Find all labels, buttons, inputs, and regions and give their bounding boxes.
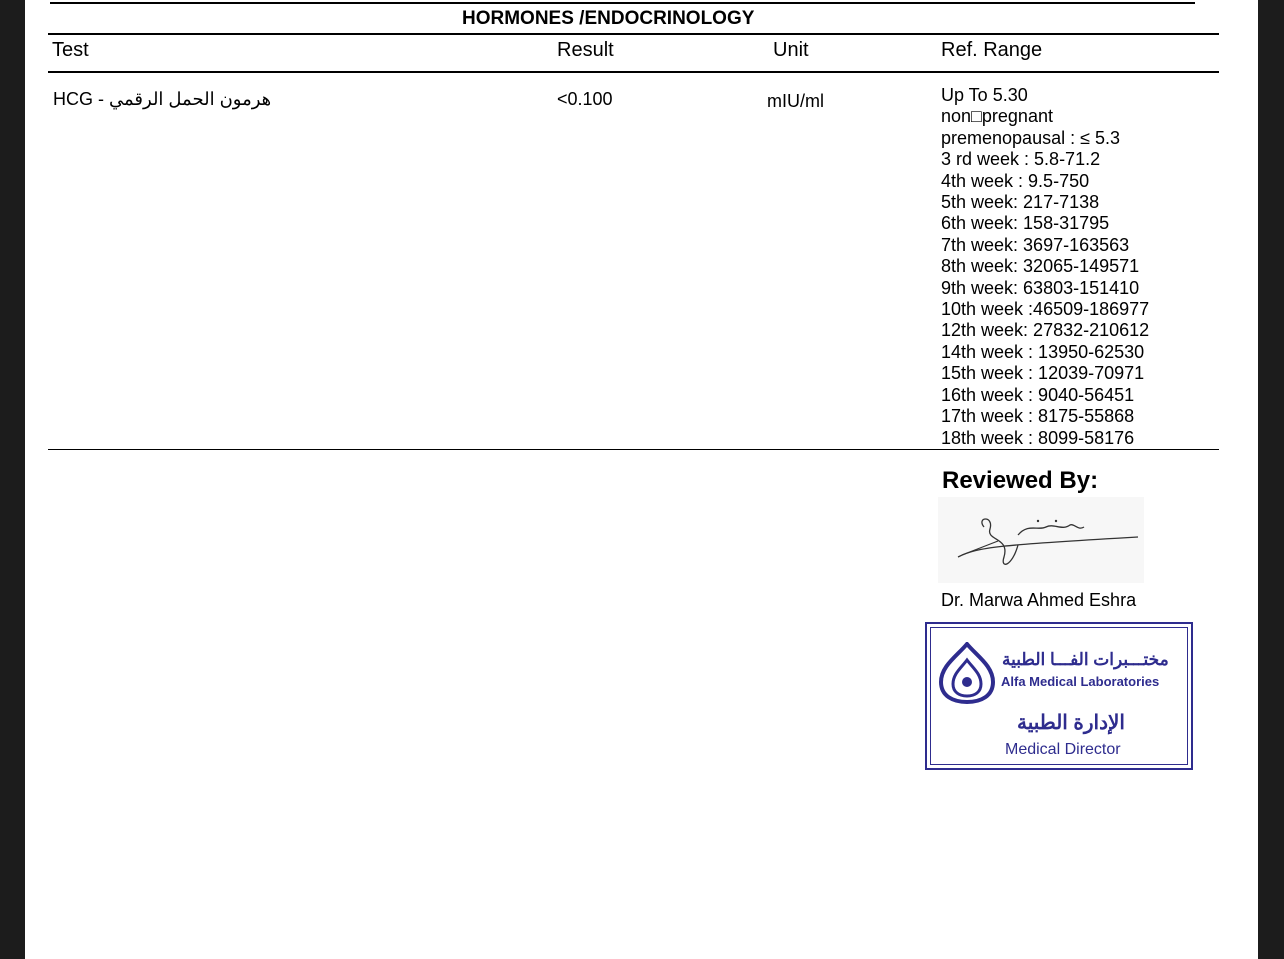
ref-range-line: 18th week : 8099-58176 bbox=[941, 427, 1135, 448]
stamp-lab-name-english: Alfa Medical Laboratories bbox=[1001, 674, 1160, 689]
reviewed-by-label: Reviewed By: bbox=[942, 467, 1099, 494]
table-bottom-rule bbox=[48, 449, 1219, 450]
stamp-lab-name-arabic: مختـــبرات الفـــا الطبية bbox=[1002, 650, 1169, 669]
ref-range-line: non□pregnant bbox=[941, 106, 1053, 127]
ref-range-line: 3 rd week : 5.8-71.2 bbox=[941, 149, 1101, 170]
ref-range-line: 17th week : 8175-55868 bbox=[941, 406, 1135, 427]
ref-range-line: 10th week :46509-186977 bbox=[941, 299, 1150, 320]
signature-image bbox=[938, 497, 1144, 583]
report-page bbox=[25, 0, 1258, 959]
ref-range-line: 4th week : 9.5-750 bbox=[941, 170, 1090, 191]
header-result: Result bbox=[557, 39, 614, 61]
header-test: Test bbox=[52, 39, 89, 61]
header-unit: Unit bbox=[773, 39, 809, 61]
section-title: HORMONES /ENDOCRINOLOGY bbox=[462, 8, 755, 29]
stamp-title-english: Medical Director bbox=[1005, 741, 1121, 758]
test-result: <0.100 bbox=[557, 89, 613, 109]
ref-range-line: 6th week: 158-31795 bbox=[941, 213, 1110, 234]
ref-range-line: 15th week : 12039-70971 bbox=[941, 363, 1145, 384]
test-unit: mIU/ml bbox=[767, 91, 824, 111]
header-top-rule bbox=[48, 33, 1219, 35]
signature-graphic bbox=[938, 497, 1144, 583]
ref-range-line: 5th week: 217-7138 bbox=[941, 192, 1100, 213]
ref-range-line: 7th week: 3697-163563 bbox=[941, 234, 1130, 255]
ref-range-list bbox=[941, 85, 1149, 449]
medical-director-stamp bbox=[925, 622, 1193, 770]
ref-range-line: 8th week: 32065-149571 bbox=[941, 256, 1140, 277]
ref-range-line: 14th week : 13950-62530 bbox=[941, 341, 1145, 362]
ref-range-line: Up To 5.30 bbox=[941, 85, 1028, 105]
test-name: هرمون الحمل الرقمي - HCG bbox=[53, 89, 272, 109]
ref-range-line: 9th week: 63803-151410 bbox=[941, 277, 1140, 298]
stamp-title-arabic: الإدارة الطبية bbox=[1017, 712, 1125, 734]
header-bottom-rule bbox=[48, 71, 1219, 73]
header-ref-range: Ref. Range bbox=[941, 39, 1043, 61]
top-rule bbox=[50, 2, 1195, 4]
alfa-lab-logo-icon bbox=[937, 642, 997, 704]
ref-range-line: 12th week: 27832-210612 bbox=[941, 320, 1150, 341]
ref-range-line: premenopausal : ≤ 5.3 bbox=[941, 127, 1120, 148]
reviewer-name: Dr. Marwa Ahmed Eshra bbox=[941, 590, 1137, 610]
ref-range-line: 16th week : 9040-56451 bbox=[941, 384, 1135, 405]
